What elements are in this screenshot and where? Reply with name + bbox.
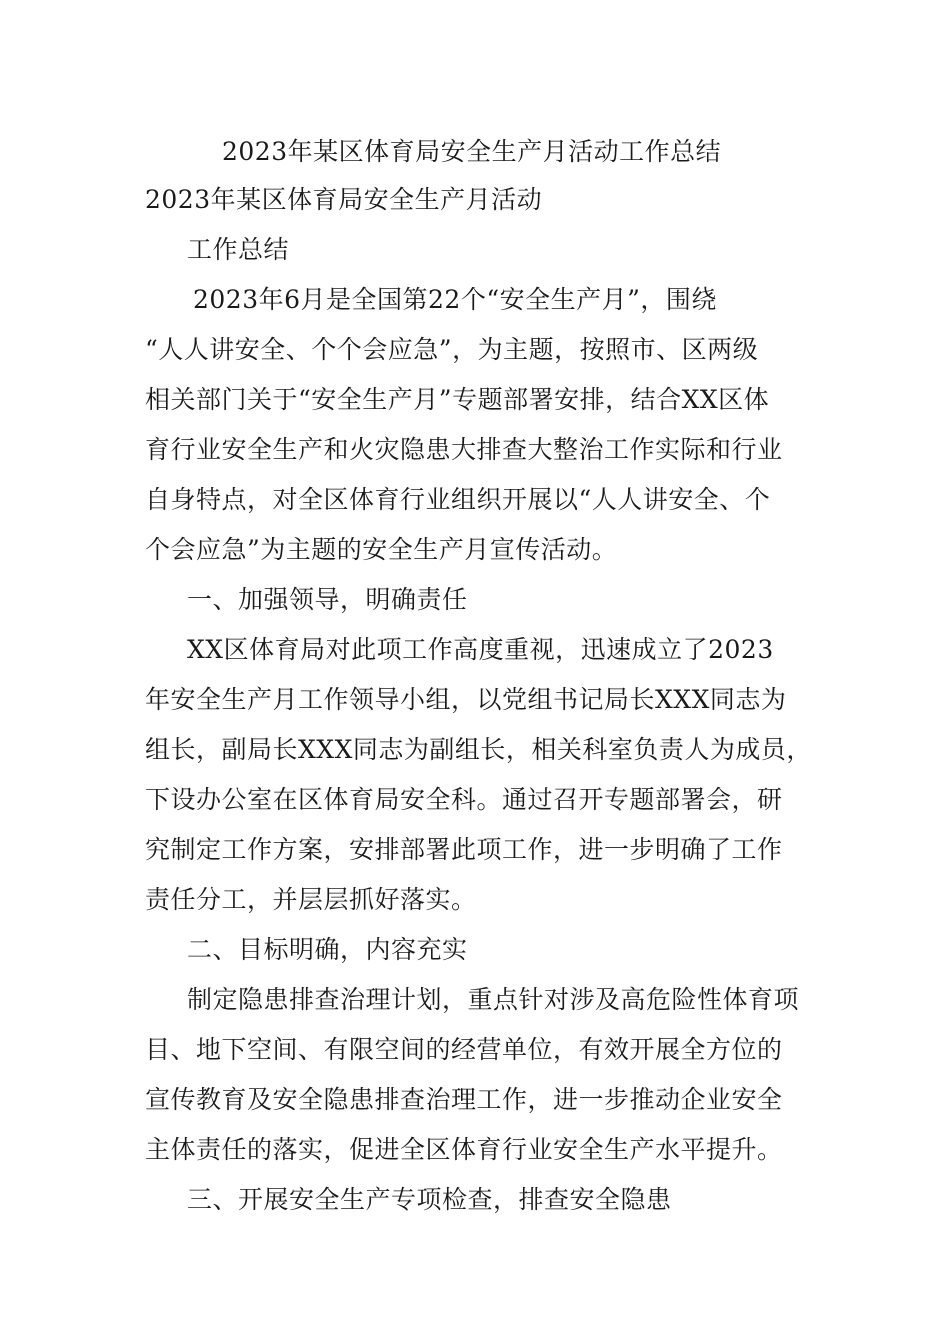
intro-line: 自身特点，对全区体育行业组织开展以“人人讲安全、个 [145, 485, 771, 514]
intro-line: “人人讲安全、个个会应急”，为主题，按照市、区两级 [145, 335, 759, 364]
section-2-line: 制定隐患排查治理计划，重点针对涉及高危险性体育项 [187, 985, 800, 1014]
section-1-line: 下设办公室在区体育局安全科。通过召开专题部署会，研 [145, 785, 783, 814]
section-2-line: 宣传教育及安全隐患排查治理工作，进一步推动企业安全 [145, 1085, 783, 1114]
section-1-line: 年安全生产月工作领导小组，以党组书记局长XXX同志为 [145, 685, 787, 714]
section-2-line: 目、地下空间、有限空间的经营单位，有效开展全方位的 [145, 1035, 783, 1064]
section-1-line: 究制定工作方案，安排部署此项工作，进一步明确了工作 [145, 835, 783, 864]
subtitle-line-2: 工作总结 [187, 235, 290, 264]
section-1-line: 责任分工，并层层抓好落实。 [145, 885, 477, 914]
document-title: 2023年某区体育局安全生产月活动工作总结 [222, 137, 722, 166]
section-3-heading: 三、开展安全生产专项检查，排查安全隐患 [187, 1185, 672, 1214]
intro-line: 育行业安全生产和火灾隐患大排查大整治工作实际和行业 [145, 435, 783, 464]
intro-line: 2023年6月是全国第22个“安全生产月”，围绕 [193, 285, 717, 314]
section-2-heading: 二、目标明确，内容充实 [187, 935, 468, 964]
subtitle-line-1: 2023年某区体育局安全生产月活动 [145, 185, 543, 214]
section-1-line: 组长，副局长XXX同志为副组长，相关科室负责人为成员， [145, 735, 812, 764]
section-2-line: 主体责任的落实，促进全区体育行业安全生产水平提升。 [145, 1135, 783, 1164]
intro-line: 个会应急”为主题的安全生产月宣传活动。 [145, 535, 618, 564]
intro-line: 相关部门关于“安全生产月”专题部署安排，结合XX区体 [145, 385, 770, 414]
section-1-line: XX区体育局对此项工作高度重视，迅速成立了2023 [187, 635, 774, 664]
section-1-heading: 一、加强领导，明确责任 [187, 585, 468, 614]
